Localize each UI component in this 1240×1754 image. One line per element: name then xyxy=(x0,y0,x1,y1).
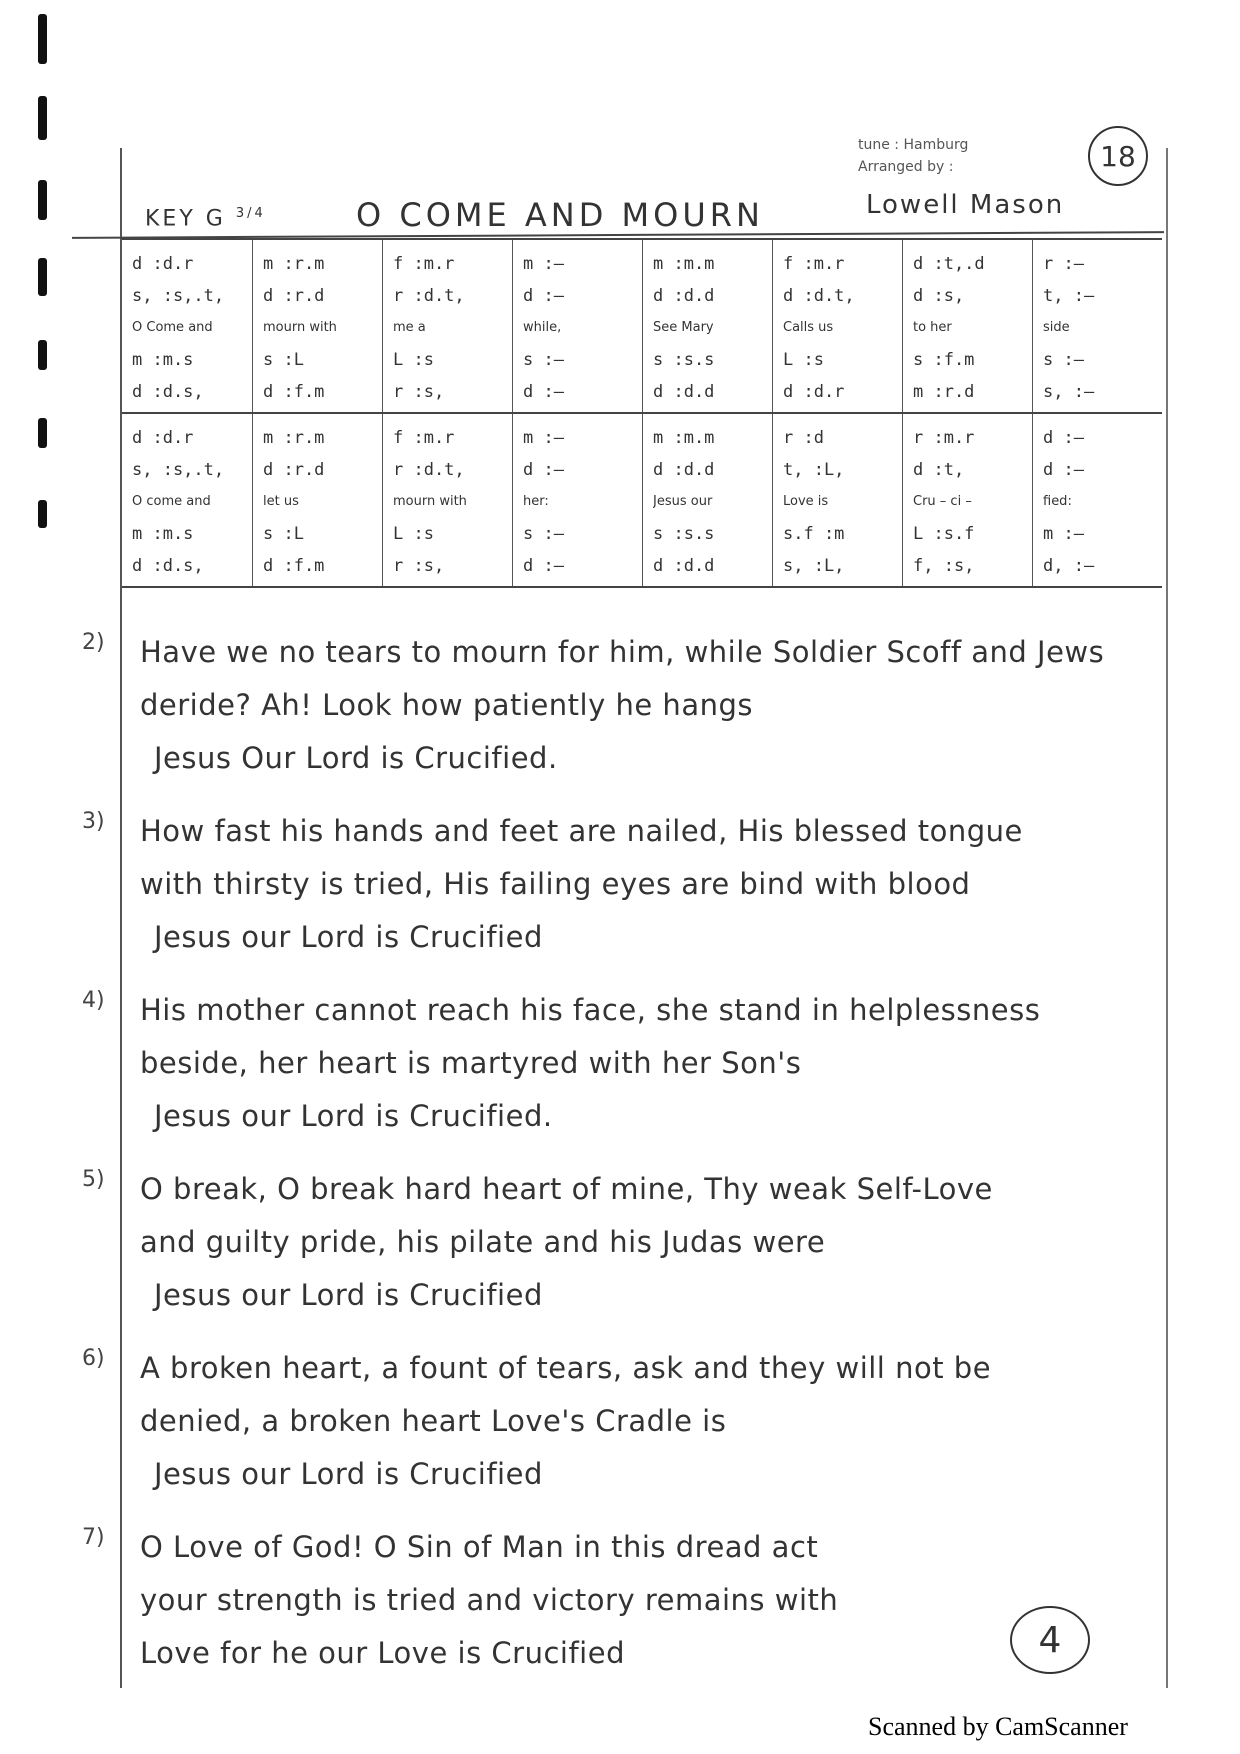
score-row xyxy=(122,238,1162,412)
score-row xyxy=(122,412,1162,588)
voice-notes: d :d.d xyxy=(653,556,715,576)
voice-notes: s :f.m xyxy=(913,350,975,370)
scanner-watermark: Scanned by CamScanner xyxy=(868,1712,1128,1741)
voice-notes: d :f.m xyxy=(263,556,325,576)
voice-notes: s, :– xyxy=(1043,382,1095,402)
voice-notes: m :r.m xyxy=(263,428,325,448)
verse-refrain: Jesus our Lord is Crucified. xyxy=(154,1099,553,1133)
arranged-by-label: Arranged by : xyxy=(858,159,954,175)
score-measure xyxy=(252,240,382,412)
voice-notes: s :L xyxy=(263,350,304,370)
voice-notes: m :– xyxy=(523,254,564,274)
voice-notes: r :d.t, xyxy=(393,286,465,306)
measure-lyric: Calls us xyxy=(783,320,834,335)
voice-notes: s.f :m xyxy=(783,524,845,544)
measure-lyric: her: xyxy=(523,494,549,509)
voice-notes: d :d.d xyxy=(653,382,715,402)
score-measure xyxy=(382,414,512,586)
verse-lines xyxy=(140,1163,1142,1322)
voice-notes: s :s.s xyxy=(653,350,715,370)
verse-number: 2) xyxy=(82,630,105,655)
verse-refrain: Jesus our Lord is Crucified xyxy=(154,920,543,954)
measure-lyric: side xyxy=(1043,320,1070,335)
voice-notes: L :s xyxy=(783,350,824,370)
verse-refrain: Jesus our Lord is Crucified xyxy=(154,1278,543,1312)
score-measure xyxy=(1032,240,1162,412)
measure-lyric: to her xyxy=(913,320,952,335)
verse-line: your strength is tried and victory remains with xyxy=(140,1583,839,1617)
voice-notes: d :d.d xyxy=(653,286,715,306)
voice-notes: t, :– xyxy=(1043,286,1095,306)
measure-lyric: mourn with xyxy=(263,320,337,335)
page-number-circle: 18 xyxy=(1088,126,1148,186)
voice-notes: r :m.r xyxy=(913,428,975,448)
binder-mark xyxy=(38,258,47,296)
verse-line: denied, a broken heart Love's Cradle is xyxy=(140,1404,727,1438)
voice-notes: d :d.s, xyxy=(132,382,204,402)
verse-lines xyxy=(140,1521,1142,1680)
binder-mark xyxy=(38,418,47,448)
verse-line: with thirsty is tried, His failing eyes are bind with blood xyxy=(140,867,971,901)
measure-lyric: O come and xyxy=(132,494,211,509)
binder-mark xyxy=(38,14,47,64)
verse xyxy=(82,626,1142,785)
voice-notes: m :– xyxy=(523,428,564,448)
verse-line: Love for he our Love is Crucified xyxy=(140,1636,625,1670)
verse-lines xyxy=(140,1342,1142,1501)
voice-notes: m :r.d xyxy=(913,382,975,402)
voice-notes: m :m.s xyxy=(132,524,194,544)
voice-notes: L :s.f xyxy=(913,524,975,544)
score-measure xyxy=(512,240,642,412)
voice-notes: t, :L, xyxy=(783,460,845,480)
voice-notes: r :d.t, xyxy=(393,460,465,480)
score-measure xyxy=(772,414,902,586)
voice-notes: s :– xyxy=(523,524,564,544)
voice-notes: r :– xyxy=(1043,254,1084,274)
voice-notes: r :s, xyxy=(393,382,445,402)
binder-mark xyxy=(38,340,47,370)
verse-line: deride? Ah! Look how patiently he hangs xyxy=(140,688,753,722)
measure-lyric: fied: xyxy=(1043,494,1072,509)
voice-notes: s :L xyxy=(263,524,304,544)
score-measure xyxy=(382,240,512,412)
voice-notes: s, :L, xyxy=(783,556,845,576)
voice-notes: d :– xyxy=(1043,460,1084,480)
measure-lyric: while, xyxy=(523,320,562,335)
voice-notes: d :d.t, xyxy=(783,286,855,306)
verse-line: How fast his hands and feet are nailed, His blessed tongue xyxy=(140,814,1023,848)
verse-line: beside, her heart is martyred with her Son's xyxy=(140,1046,802,1080)
verse-line: Have we no tears to mourn for him, while Soldier Scoff and Jews xyxy=(140,635,1105,669)
voice-notes: f :m.r xyxy=(393,254,455,274)
voice-notes: r :s, xyxy=(393,556,445,576)
measure-lyric: Jesus our xyxy=(653,494,713,509)
measure-lyric: Love is xyxy=(783,494,829,509)
tune-name: tune : Hamburg xyxy=(858,137,969,153)
voice-notes: L :s xyxy=(393,524,434,544)
verse-number: 3) xyxy=(82,809,105,834)
voice-notes: d :f.m xyxy=(263,382,325,402)
voice-notes: d :– xyxy=(523,460,564,480)
binder-mark xyxy=(38,96,47,140)
voice-notes: s :– xyxy=(1043,350,1084,370)
voice-notes: m :m.m xyxy=(653,254,715,274)
voice-notes: m :m.m xyxy=(653,428,715,448)
voice-notes: s, :s,.t, xyxy=(132,286,225,306)
voice-notes: d :– xyxy=(1043,428,1084,448)
verse xyxy=(82,984,1142,1143)
voice-notes: f :m.r xyxy=(393,428,455,448)
voice-notes: s :– xyxy=(523,350,564,370)
voice-notes: d, :– xyxy=(1043,556,1095,576)
verse xyxy=(82,805,1142,964)
measure-lyric: let us xyxy=(263,494,299,509)
voice-notes: d :d.r xyxy=(132,428,194,448)
verse-lines xyxy=(140,984,1142,1143)
voice-notes: d :t, xyxy=(913,460,965,480)
verse-number: 5) xyxy=(82,1167,105,1192)
voice-notes: f :m.r xyxy=(783,254,845,274)
score-measure xyxy=(902,240,1032,412)
voice-notes: r :d xyxy=(783,428,824,448)
score-measure xyxy=(122,240,252,412)
footer-page-number: 4 xyxy=(1010,1606,1090,1674)
measure-lyric: mourn with xyxy=(393,494,467,509)
binder-mark xyxy=(38,500,47,528)
verse-line: and guilty pride, his pilate and his Judas were xyxy=(140,1225,826,1259)
solfa-score xyxy=(122,238,1162,588)
verse-refrain: Jesus our Lord is Crucified xyxy=(154,1457,543,1491)
song-title: O COME AND MOURN xyxy=(356,196,764,234)
voice-notes: d :d.d xyxy=(653,460,715,480)
verse xyxy=(82,1521,1142,1680)
time-signature: 3/4 xyxy=(235,206,266,221)
verse-lines xyxy=(140,805,1142,964)
arranger-name: Lowell Mason xyxy=(866,190,1065,220)
voice-notes: d :r.d xyxy=(263,460,325,480)
score-measure xyxy=(902,414,1032,586)
score-measure xyxy=(252,414,382,586)
voice-notes: d :– xyxy=(523,556,564,576)
voice-notes: d :t,.d xyxy=(913,254,985,274)
verse xyxy=(82,1163,1142,1322)
measure-lyric: O Come and xyxy=(132,320,213,335)
voice-notes: s :s.s xyxy=(653,524,715,544)
voice-notes: d :d.r xyxy=(783,382,845,402)
voice-notes: d :s, xyxy=(913,286,965,306)
measure-lyric: Cru – ci – xyxy=(913,494,972,509)
voice-notes: m :– xyxy=(1043,524,1084,544)
score-measure xyxy=(642,414,772,586)
verse-number: 7) xyxy=(82,1525,105,1550)
key-signature xyxy=(145,206,266,231)
key-label: KEY G xyxy=(145,206,226,232)
verses-section xyxy=(82,626,1142,1700)
verse-number: 4) xyxy=(82,988,105,1013)
verse-line: O Love of God! O Sin of Man in this dread act xyxy=(140,1530,819,1564)
verse-lines xyxy=(140,626,1142,785)
score-measure xyxy=(772,240,902,412)
voice-notes: d :– xyxy=(523,382,564,402)
verse-line: O break, O break hard heart of mine, Thy weak Self-Love xyxy=(140,1172,993,1206)
voice-notes: f, :s, xyxy=(913,556,975,576)
score-measure xyxy=(122,414,252,586)
verse-line: His mother cannot reach his face, she stand in helplessness xyxy=(140,993,1041,1027)
voice-notes: s, :s,.t, xyxy=(132,460,225,480)
binder-mark xyxy=(38,180,47,220)
voice-notes: d :– xyxy=(523,286,564,306)
verse-refrain: Jesus Our Lord is Crucified. xyxy=(154,741,558,775)
verse xyxy=(82,1342,1142,1501)
measure-lyric: me a xyxy=(393,320,426,335)
tune-info xyxy=(858,134,968,178)
score-measure xyxy=(512,414,642,586)
verse-line: A broken heart, a fount of tears, ask and they will not be xyxy=(140,1351,992,1385)
voice-notes: L :s xyxy=(393,350,434,370)
verse-number: 6) xyxy=(82,1346,105,1371)
score-measure xyxy=(1032,414,1162,586)
score-measure xyxy=(642,240,772,412)
voice-notes: m :r.m xyxy=(263,254,325,274)
voice-notes: d :d.s, xyxy=(132,556,204,576)
voice-notes: m :m.s xyxy=(132,350,194,370)
measure-lyric: See Mary xyxy=(653,320,714,335)
voice-notes: d :d.r xyxy=(132,254,194,274)
voice-notes: d :r.d xyxy=(263,286,325,306)
